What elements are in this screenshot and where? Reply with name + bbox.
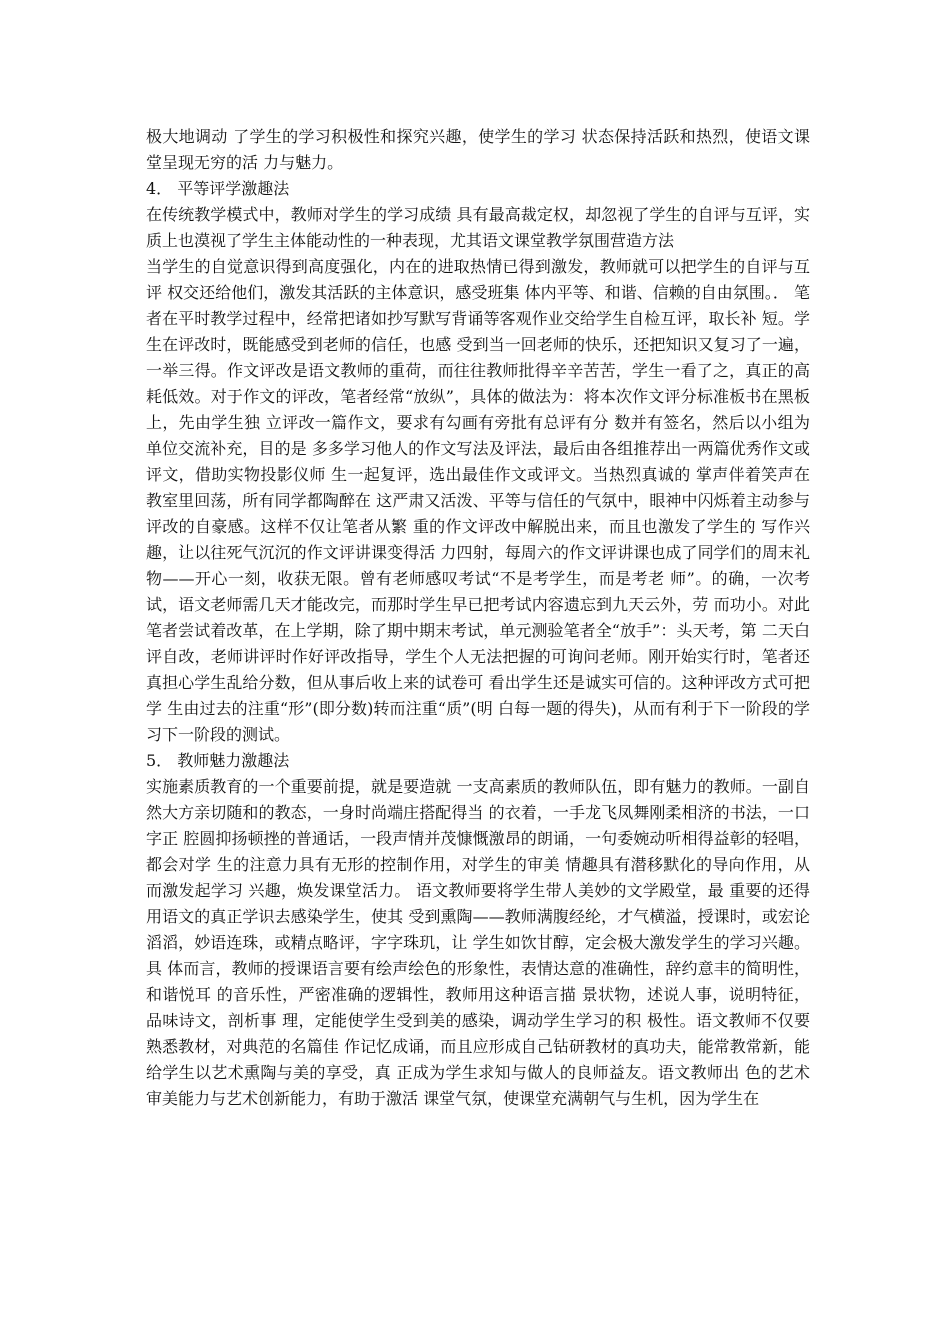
paragraph-traditional-mode: 在传统教学模式中，教师对学生的学习成绩 具有最高裁定权，却忽视了学生的自评与互评，实 质上也漠视了学生主体能动性的一种表现，尤其语文课堂教学氛围营造方法 xyxy=(146,205,810,250)
section-heading-5: 5． 教师魅力激趣法 xyxy=(146,751,290,770)
section-heading-4: 4． 平等评学激趣法 xyxy=(146,179,290,198)
document-body xyxy=(146,124,810,1112)
paragraph-intro: 极大地调动 了学生的学习积极性和探究兴趣，使学生的学习 状态保持活跃和热烈，使语文课堂呈现无穷的活 力与魅力。 xyxy=(146,127,810,172)
paragraph-teacher-charm: 实施素质教育的一个重要前提，就是要造就 一支高素质的教师队伍，即有魅力的教师。一副自 然大方亲切随和的教态，一身时尚端庄搭配得当 的衣着，一手龙飞凤舞刚柔相济的书法，一口字正 腔圆抑扬顿挫的普通话，一段声情并茂慷慨激昂的朗诵，一句委婉动听相得益彰的轻唱，都会对学 生的注意力具有无形的控制作用，对学生的审美 情趣具有潜移默化的导向作用，从而激发起学习 兴趣，焕发课堂活力。 语文教师要将学生带人美妙的文学殿堂，最 重要的还得用语文的真正学识去感染学生，使其 受到熏陶——教师满腹经纶，才气横溢，授课时，或宏论滔滔，妙语连珠，或精点略评，字字珠玑，让 学生如饮甘醇，定会极大激发学生的学习兴趣。具 体而言，教师的授课语言要有绘声绘色的形象性，表情达意的准确性，辞约意丰的简明性，和谐悦耳 的音乐性，严密准确的逻辑性，教师用这种语言描 景状物，述说人事，说明特征，品味诗文，剖析事 理，定能使学生受到美的感染，调动学生学习的积 极性。语文教师不仅要熟悉教材，对典范的名篇佳 作记忆成诵，而且应形成自己钻研教材的真功夫，能常教常新，能给学生以艺术熏陶与美的享受，真 正成为学生求知与做人的良师益友。语文教师出 色的艺术审美能力与艺术创新能力，有助于激活 课堂气氛，使课堂充满朝气与生机，因为学生在 xyxy=(146,777,810,1108)
paragraph-self-assessment: 当学生的自觉意识得到高度强化，内在的进取热情已得到激发，教师就可以把学生的自评与互评 权交还给他们，激发其活跃的主体意识，感受班集 体内平等、和谐、信赖的自由氛围。． 笔者在平时教学过程中，经常把诸如抄写默写背诵等客观作业交给学生自检互评，取长补 短。学生在评改时，既能感受到老师的信任，也感 受到当一回老师的快乐，还把知识又复习了一遍，一举三得。作文评改是语文教师的重荷，而往往教师批得辛辛苦苦，学生一看了之，真正的高耗低效。对于作文的评改，笔者经常“放纵”，具体的做法为：将本次作文评分标准板书在黑板上，先由学生独 立评改一篇作文，要求有勾画有旁批有总评有分 数并有签名，然后以小组为单位交流补充，目的是 多多学习他人的作文写法及评法，最后由各组推荐出一两篇优秀作文或评文，借助实物投影仪师 生一起复评，选出最佳作文或评文。当热烈真诚的 掌声伴着笑声在教室里回荡，所有同学都陶醉在 这严肃又活泼、平等与信任的气氛中，眼神中闪烁着主动参与评改的自豪感。这样不仅让笔者从繁 重的作文评改中解脱出来，而且也激发了学生的 写作兴趣，让以往死气沉沉的作文评讲课变得活 力四射，每周六的作文评讲课也成了同学们的周末礼物——开心一刻，收获无限。曾有老师感叹考试“不是考学生，而是考老 师”。的确，一次考试，语文老师需几天才能改完，而那时学生早已把考试内容遗忘到九天云外，劳 而功小。对此笔者尝试着改革，在上学期，除了期中期末考试，单元测验笔者全“放手”：头天考，第 二天白评自改，老师讲评时作好评改指导，学生个人无法把握的可询问老师。刚开始实行时，笔者还 真担心学生乱给分数，但从事后收上来的试卷可 看出学生还是诚实可信的。这种评改方式可把学 生由过去的注重“形”(即分数)转而注重“质”(明 白每一题的得失)，从而有利于下一阶段的学习下一阶段的测试。 xyxy=(146,257,810,744)
